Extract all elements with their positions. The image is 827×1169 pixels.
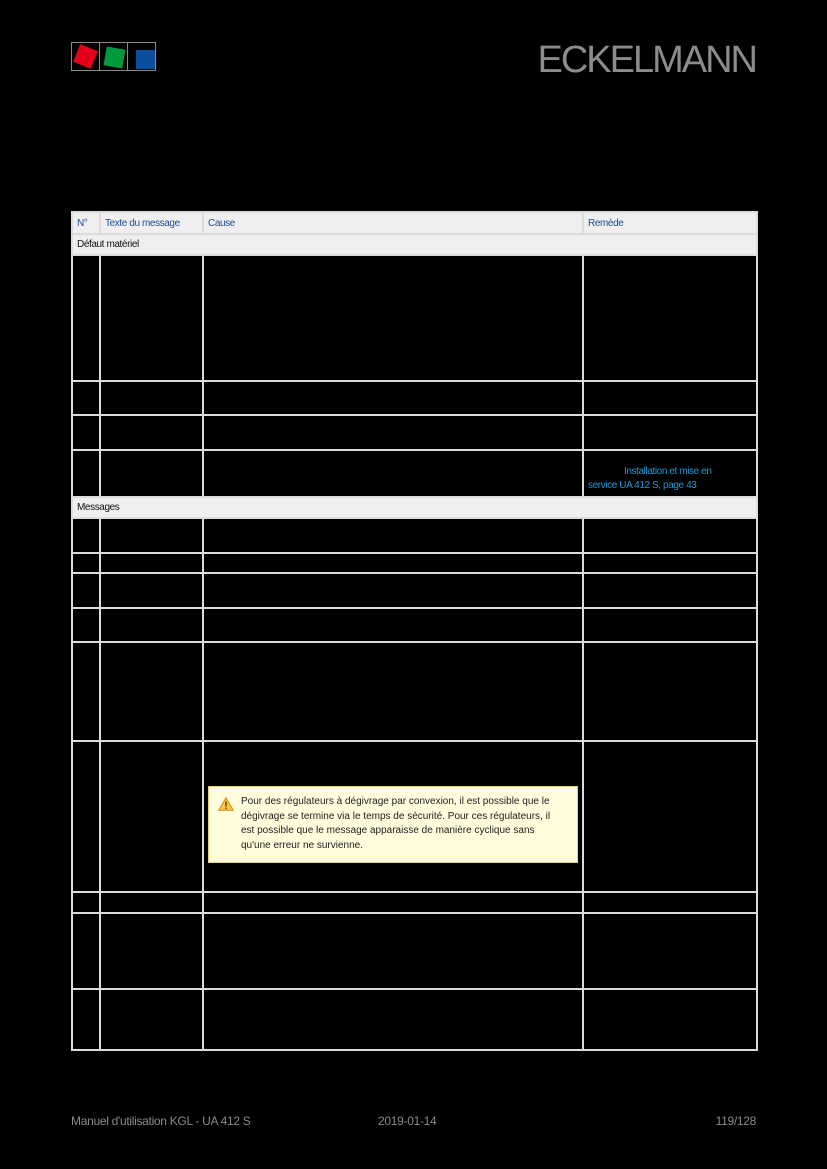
footer-date: 2019-01-14 [378,1114,437,1128]
table-row [72,415,757,450]
table-row [72,989,757,1050]
table-row [72,381,757,415]
table-row [72,741,757,892]
company-logo [71,42,155,71]
table-row [72,518,757,553]
table-header-row [72,212,757,234]
column-header-cause: Cause [203,212,583,234]
table-row [72,642,757,741]
logo-green-square [99,42,128,71]
footer-document-title: Manuel d'utilisation KGL - UA 412 S [71,1114,251,1128]
message-table [71,211,758,1051]
installation-page-link[interactable]: Installation et mise en service UA 412 S, page 43 [588,466,712,491]
logo-blue-square [127,42,156,71]
section-hardware-fault: Défaut matériel [72,234,757,255]
footer-page-number: 119/128 [715,1114,756,1128]
column-header-remedy: Remède [583,212,757,234]
warning-triangle-icon [218,797,234,811]
warning-note: Pour des régulateurs à dégivrage par convexion, il est possible que le dégivrage se termine via le temps de sécurité. Pour ces régulateurs, il est possible que le message apparaisse de manière cyclique sans qu'une erreur ne survienne. [208,786,578,863]
column-header-number: N° [72,212,100,234]
table-row [72,892,757,913]
table-row [72,255,757,381]
table-row [72,913,757,989]
column-header-message-text: Texte du message [100,212,203,234]
table-row [72,450,757,497]
table-row [72,608,757,642]
logo-red-square [71,42,100,71]
table-row [72,573,757,608]
brand-name: ECKELMANN [537,39,756,81]
table-row [72,553,757,573]
section-messages: Messages [72,497,757,518]
